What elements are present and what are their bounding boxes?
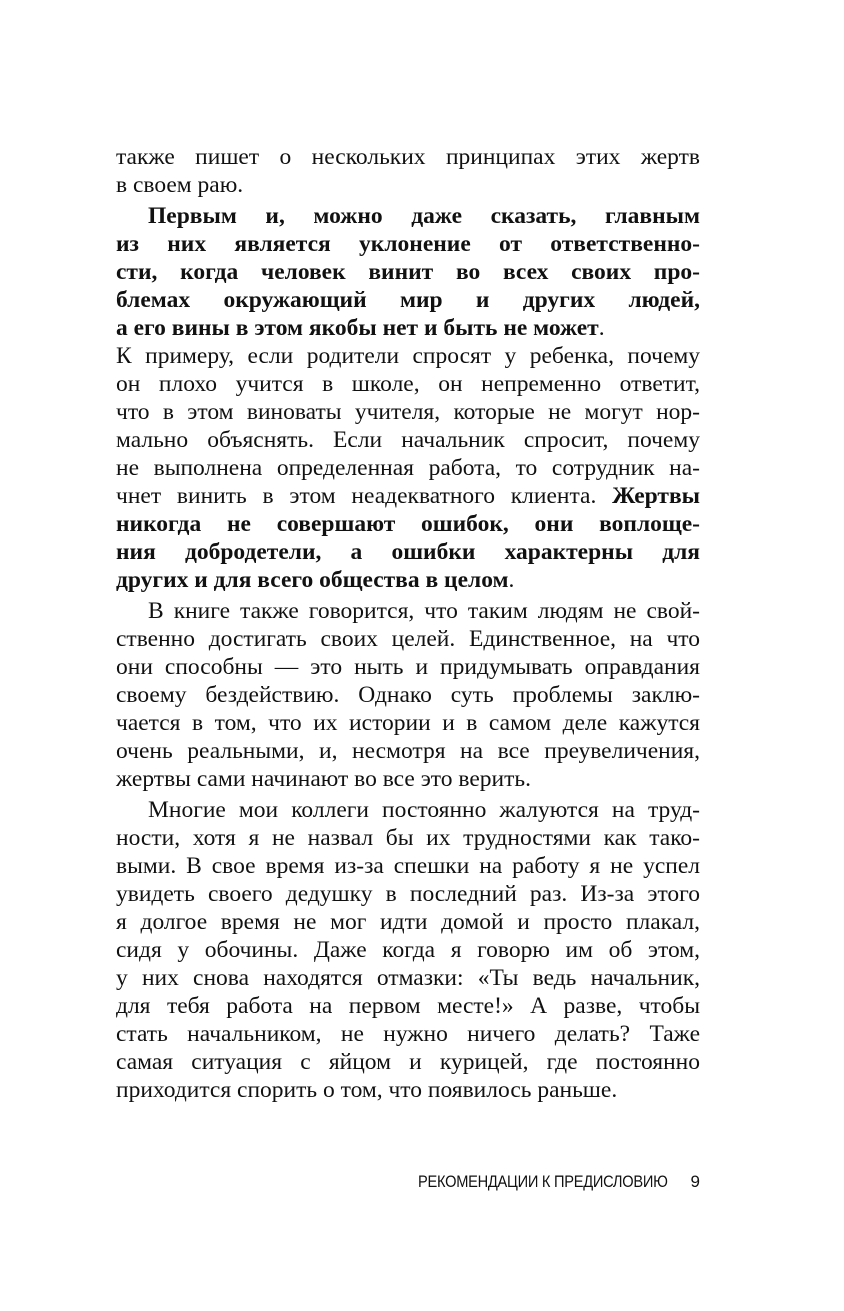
page-body-text: [116, 143, 700, 1104]
text-line: Многие мои коллеги постоянно жалуются на труд-: [148, 797, 700, 823]
text-line: [116, 482, 700, 510]
text-line: не выполнена определенная работа, то сотрудник на-: [116, 455, 700, 481]
bold-run: Жертвы: [612, 483, 700, 509]
text-line: Первым и, можно даже сказать, главным: [148, 203, 700, 229]
text-line: выми. В свое время из-за спешки на работу я не успел: [116, 853, 700, 879]
text-line: очень реальными, и, несмотря на все преувеличения,: [116, 738, 700, 764]
text-run: чнет винить в этом неадекватного клиента.: [116, 483, 613, 509]
text-line: что в этом виноваты учителя, которые не могут нор-: [116, 399, 700, 425]
text-line: блемах окружающий мир и других людей,: [116, 287, 700, 313]
text-line: приходится спорить о том, что появилось раньше.: [116, 1077, 618, 1103]
text-line: жертвы сами начинают во все это верить.: [116, 766, 531, 792]
paragraph-victims-first-principle: [116, 202, 700, 594]
text-line: [116, 314, 700, 342]
paragraph-book-says: [116, 597, 700, 793]
text-line: ния добродетели, а ошибки характерны для: [116, 539, 700, 565]
text-line: из них является уклонение от ответственно-: [116, 231, 700, 257]
bold-run: других и для всего общества в целом: [116, 567, 509, 593]
text-line: я долгое время не мог идти домой и просто плакал,: [116, 909, 700, 935]
text-line: также пишет о нескольких принципах этих жертв: [116, 144, 700, 170]
text-line: в своем раю.: [116, 172, 244, 198]
paragraph-colleagues: [116, 796, 700, 1104]
text-line: увидеть своего дедушку в последний раз. Из-за этого: [116, 881, 700, 907]
text-line: сидя у обочины. Даже когда я говорю им об этом,: [116, 937, 700, 963]
paragraph-continuation: [116, 143, 700, 199]
text-line: для тебя работа на первом месте!» А разве, чтобы: [116, 993, 700, 1019]
page-number: 9: [690, 1172, 700, 1191]
text-line: своему бездействию. Однако суть проблемы заклю-: [116, 682, 700, 708]
text-line: [116, 566, 700, 594]
text-line: ности, хотя я не назвал бы их трудностями как тако-: [116, 825, 700, 851]
bold-run: а его вины в этом якобы нет и быть не может: [116, 315, 599, 341]
text-line: мально объяснять. Если начальник спросит, почему: [116, 427, 700, 453]
text-line: у них снова находятся отмазки: «Ты ведь начальник,: [116, 965, 700, 991]
text-run: .: [508, 567, 515, 593]
running-footer-title: РЕКОМЕНДАЦИИ К ПРЕДИСЛОВИЮ: [418, 1172, 668, 1191]
text-line: В книге также говорится, что таким людям не свой-: [148, 598, 700, 624]
text-line: они способны — это ныть и придумывать оправдания: [116, 654, 700, 680]
text-line: К примеру, если родители спросят у ребенка, почему: [116, 343, 700, 369]
text-line: сти, когда человек винит во всех своих про-: [116, 259, 700, 285]
text-line: стать начальником, не нужно ничего делать? Таже: [116, 1021, 700, 1047]
text-line: никогда не совершают ошибок, они воплоще-: [116, 511, 700, 537]
running-footer: [418, 1172, 700, 1202]
text-line: он плохо учится в школе, он непременно ответит,: [116, 371, 700, 397]
text-line: самая ситуация с яйцом и курицей, где постоянно: [116, 1049, 700, 1075]
text-line: чается в том, что их истории и в самом деле кажутся: [116, 710, 700, 736]
text-run: .: [598, 315, 605, 341]
text-line: ственно достигать своих целей. Единственное, на что: [116, 626, 700, 652]
